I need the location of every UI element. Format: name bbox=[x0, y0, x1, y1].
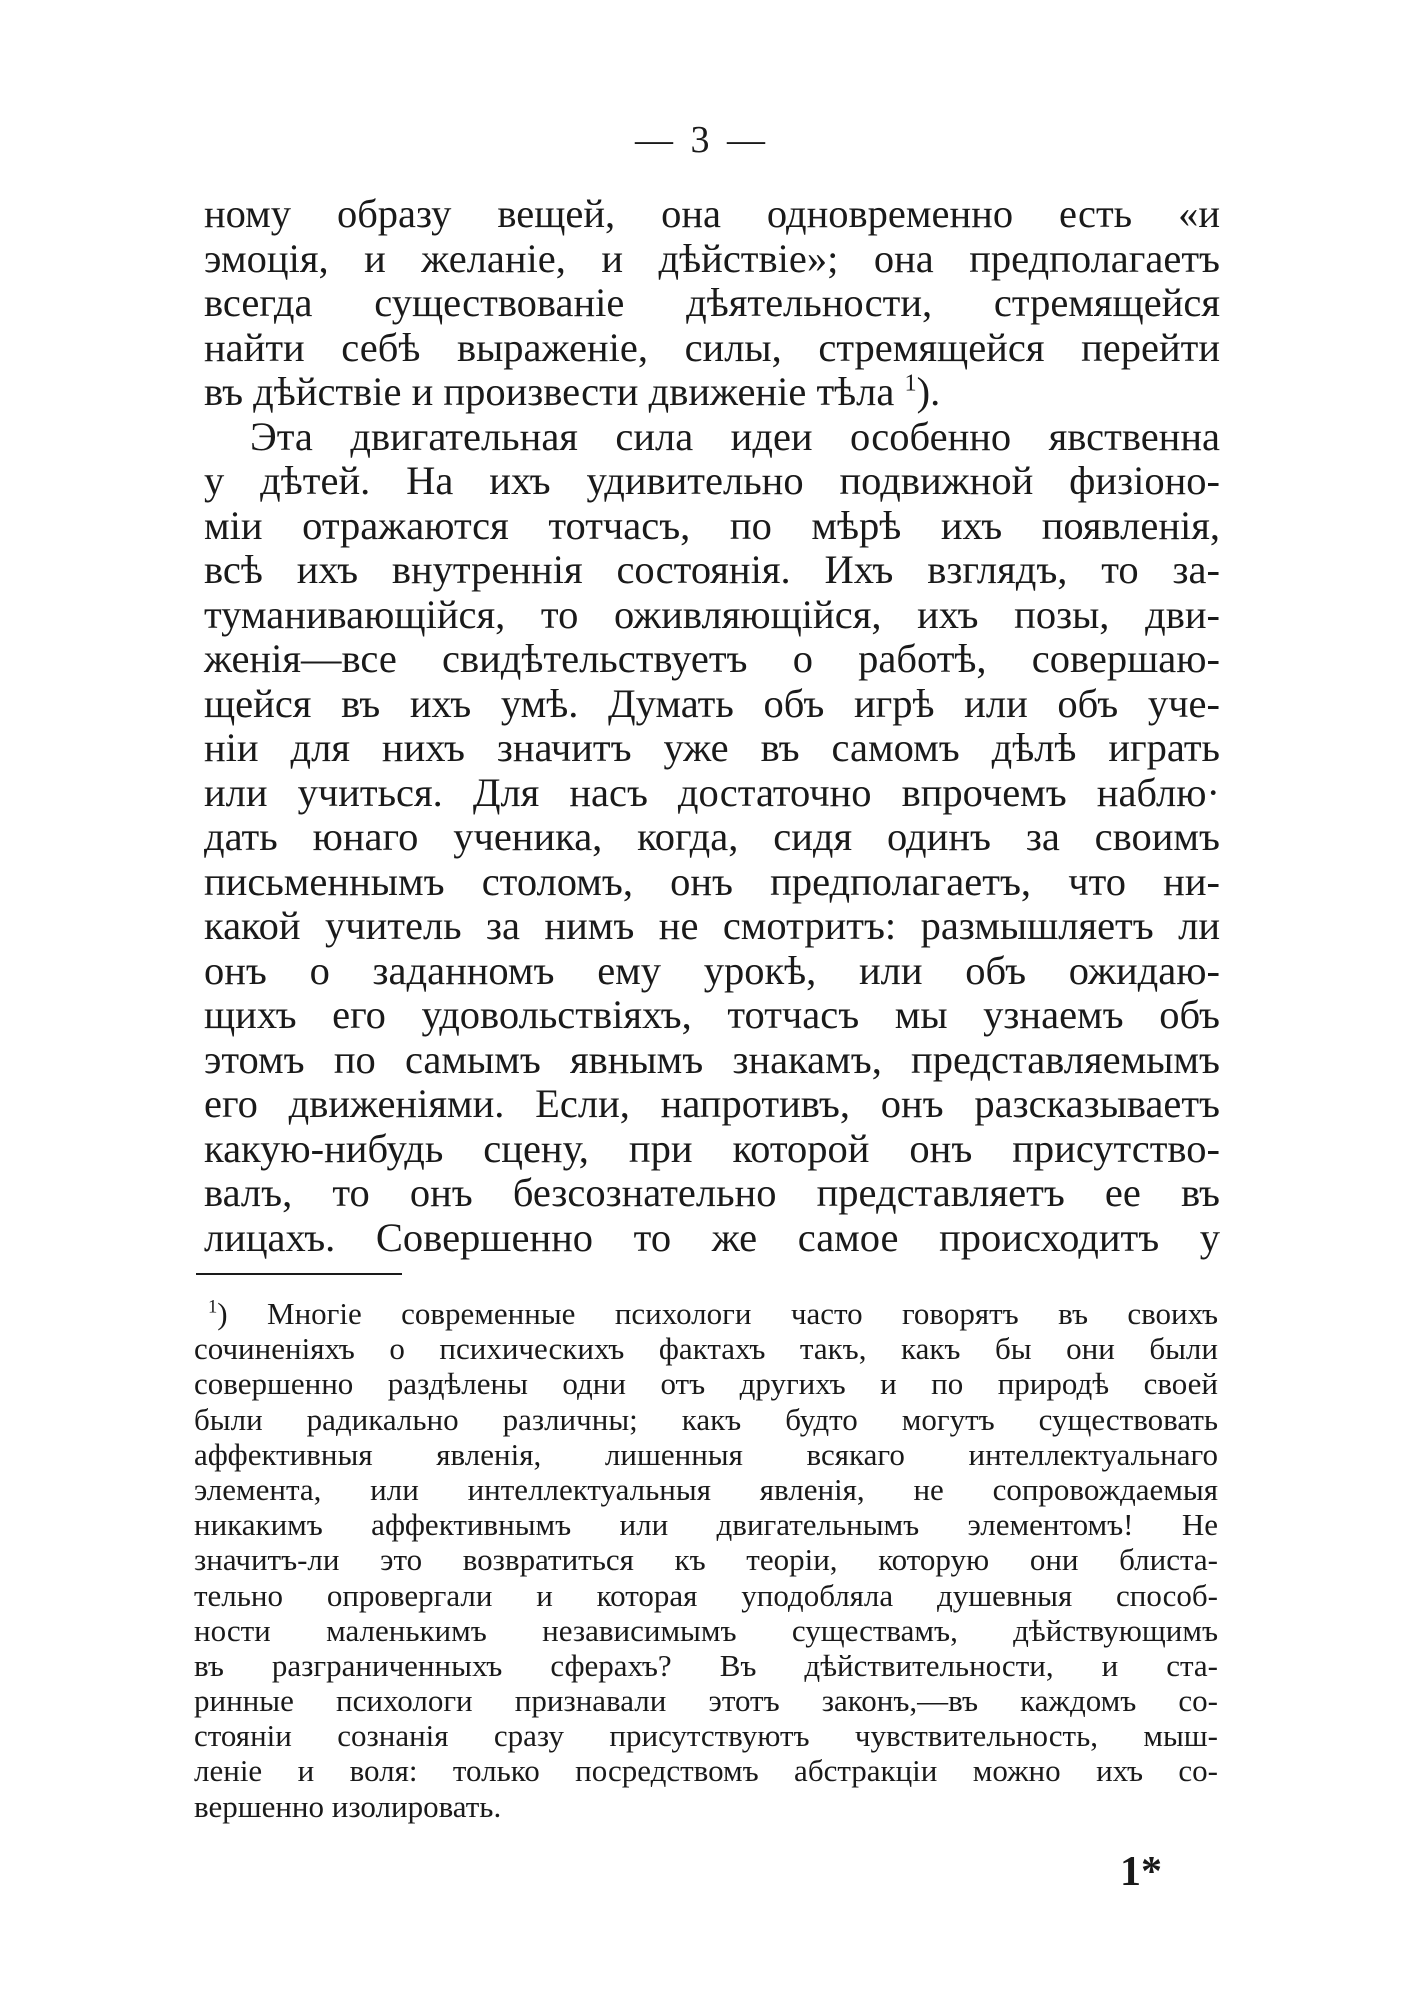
text-line: въ дѣйствіе и произвести движеніе тѣла bbox=[204, 369, 895, 414]
main-text bbox=[204, 192, 1220, 1260]
text-line: дать юнаго ученика, когда, сидя одинъ за своимъ bbox=[204, 814, 1220, 859]
text-line: всѣ ихъ внутреннія состоянія. Ихъ взглядъ, то за- bbox=[204, 547, 1220, 592]
text-line: письменнымъ столомъ, онъ предполагаетъ, что ни- bbox=[204, 858, 1220, 904]
signature-mark: 1* bbox=[1120, 1849, 1162, 1895]
footnote-line: вершенно изолировать. bbox=[194, 1788, 502, 1824]
footnote-line: никакимъ аффективнымъ или двигательнымъ элементомъ! Не bbox=[194, 1507, 1218, 1543]
footnote-marker-close: ) bbox=[217, 1296, 228, 1331]
footnote-line: элемента, или интеллектуальныя явленія, не сопровождаемыя bbox=[194, 1471, 1218, 1507]
text-line: туманивающійся, то оживляющійся, ихъ позы, дви- bbox=[204, 591, 1220, 637]
text-line: щейся въ ихъ умѣ. Думать объ игрѣ или объ уче- bbox=[204, 680, 1220, 726]
text-line: щихъ его удовольствіяхъ, тотчасъ мы узнаемъ объ bbox=[204, 992, 1220, 1037]
footnote-line: аффективныя явленія, лишенныя всякаго интеллектуальнаго bbox=[194, 1436, 1218, 1472]
paragraph-start-line: Эта двигательная сила идеи особенно явственна bbox=[250, 413, 1220, 459]
text-line: найти себѣ выраженіе, силы, стремящейся перейти bbox=[204, 324, 1220, 370]
footnote-first-line bbox=[194, 1296, 1218, 1331]
footnote-line: стояніи сознанія сразу присутствуютъ чувствительность, мыш- bbox=[194, 1718, 1218, 1754]
footnote-reference: 1 bbox=[904, 369, 917, 397]
text-line: лицахъ. Совершенно то же самое происходитъ у bbox=[204, 1214, 1220, 1260]
text-line: эмоція, и желаніе, и дѣйствіе»; она предполагаетъ bbox=[204, 235, 1220, 281]
footnote-line: Многіе современные психологи часто говорятъ въ своихъ bbox=[267, 1296, 1218, 1331]
text-line: его движеніями. Если, напротивъ, онъ разсказываетъ bbox=[204, 1081, 1220, 1126]
footnote-line: тельно опровергали и которая уподобляла душевныя способ- bbox=[194, 1577, 1218, 1613]
text-line-with-footnote-ref bbox=[204, 370, 1220, 415]
text-line: женія—все свидѣтельствуетъ о работѣ, совершаю- bbox=[204, 636, 1220, 681]
footnote-line: совершенно раздѣлены одни отъ другихъ и по природѣ своей bbox=[194, 1366, 1218, 1402]
text-line: у дѣтей. На ихъ удивительно подвижной физіоно- bbox=[204, 458, 1220, 503]
text-line: или учиться. Для насъ достаточно впрочемъ наблю· bbox=[204, 769, 1220, 815]
footnote-line: въ разграниченныхъ сферахъ? Въ дѣйствительности, и ста- bbox=[194, 1647, 1218, 1683]
text-line: какой учитель за нимъ не смотритъ: размышляетъ ли bbox=[204, 903, 1220, 948]
text-line: всегда существованіе дѣятельности, стремящейся bbox=[204, 280, 1220, 325]
text-line: онъ о заданномъ ему урокѣ, или объ ожидаю- bbox=[204, 947, 1220, 993]
text-line: ніи для нихъ значитъ уже въ самомъ дѣлѣ играть bbox=[204, 725, 1220, 770]
text-line: этомъ по самымъ явнымъ знакамъ, представляемымъ bbox=[204, 1036, 1220, 1082]
footnote-line: сочиненіяхъ о психическихъ фактахъ такъ, какъ бы они были bbox=[194, 1331, 1218, 1367]
footnote-marker: 1 bbox=[208, 1296, 218, 1318]
page-number: — 3 — bbox=[635, 119, 769, 161]
footnote-line: ности маленькимъ независимымъ существамъ, дѣйствующимъ bbox=[194, 1612, 1218, 1648]
text-line: валъ, то онъ безсознательно представляетъ ее въ bbox=[204, 1170, 1220, 1215]
footnote-reference-close: ). bbox=[916, 369, 941, 414]
footnote-line: ринные психологи признавали этотъ законъ,—въ каждомъ со- bbox=[194, 1683, 1218, 1719]
text-line: ному образу вещей, она одновременно есть «и bbox=[204, 191, 1220, 236]
footnote-line: были радикально различны; какъ будто могутъ существовать bbox=[194, 1401, 1218, 1437]
footnote bbox=[194, 1296, 1218, 1824]
text-line: міи отражаются тотчасъ, по мѣрѣ ихъ появленія, bbox=[204, 502, 1220, 548]
footnote-line: леніе и воля: только посредствомъ абстракціи можно ихъ со- bbox=[194, 1753, 1218, 1789]
footnote-line: значитъ-ли это возвратиться къ теоріи, которую они блиста- bbox=[194, 1542, 1218, 1578]
footnote-divider bbox=[196, 1273, 402, 1275]
text-line: какую-нибудь сцену, при которой онъ присутство- bbox=[204, 1125, 1220, 1171]
